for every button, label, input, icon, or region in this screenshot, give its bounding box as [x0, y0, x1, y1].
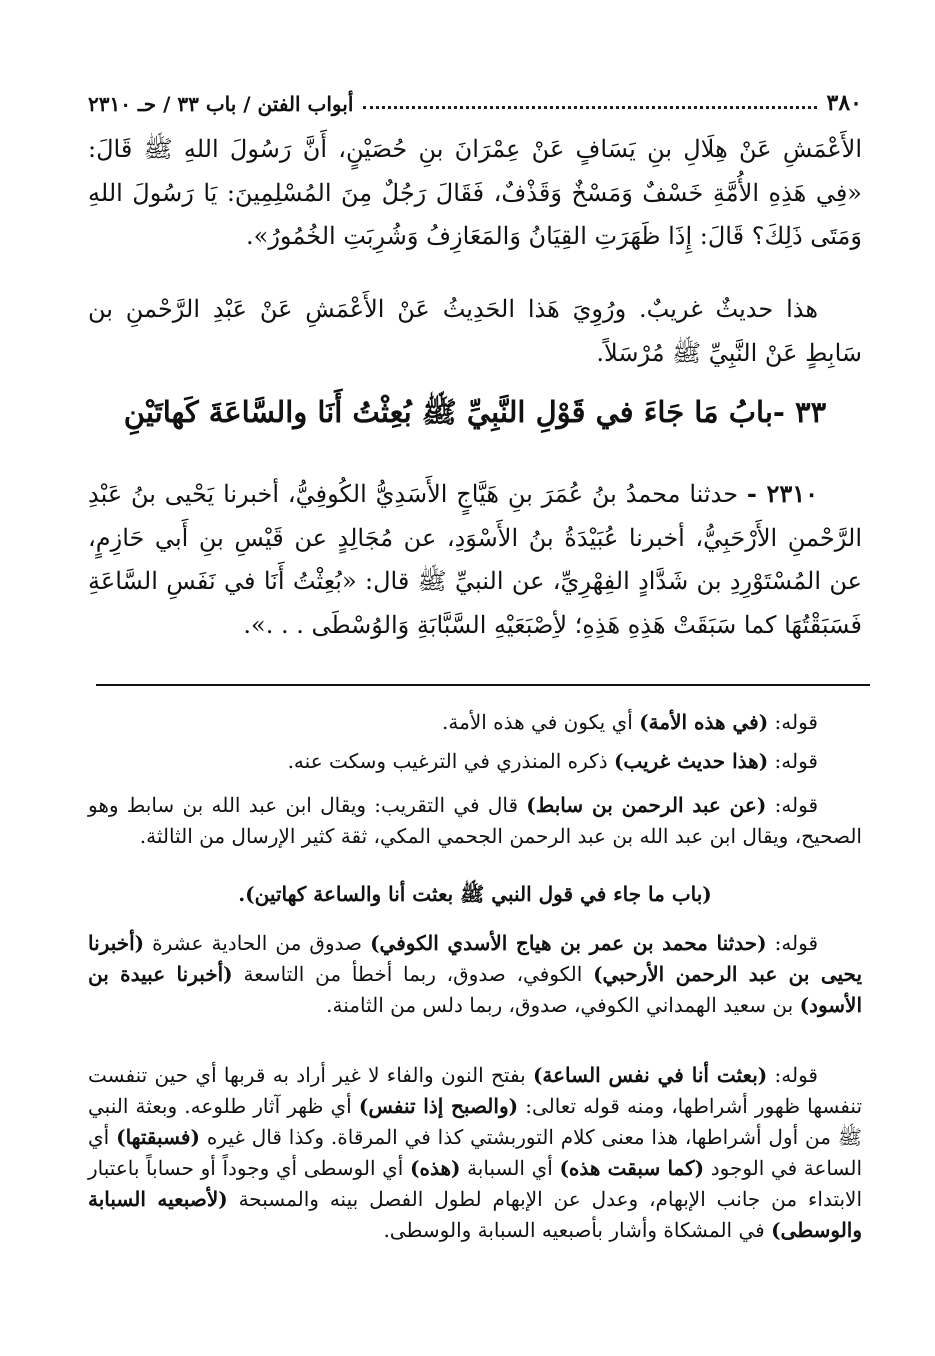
commentary-note	[88, 707, 862, 738]
note-quote: (في هذه الأمة)	[639, 710, 769, 734]
hadith-grading	[88, 288, 862, 375]
note-prefix: قوله:	[774, 1063, 818, 1087]
note-prefix: قوله:	[774, 749, 818, 773]
main-paragraph: الأَعْمَشِ عَنْ هِلَالِ بنِ يَسَافٍ عَنْ عِمْرَانَ بنِ حُصَيْنٍ، أَنَّ رَسُولَ اللهِ ﷺ قَالَ: «فِي هَذِهِ الأُمَّةِ خَسْفٌ وَمَسْخٌ وَقَذْفٌ، فَقَالَ رَجُلٌ مِنَ المُسْلِمِينَ: يَا رَسُولَ اللهِ وَمَتَى ذَلِكَ؟ قَالَ: إِذَا ظَهَرَتِ القِيَانُ وَالمَعَازِفُ وَشُرِبَتِ الخُمُورُ».	[88, 135, 863, 250]
hadith-2310	[88, 472, 862, 647]
note-quote: (هذا حديث غريب)	[613, 749, 769, 773]
note-text: بفتح النون والفاء لا غير أراد به قربها أي حين تنفست تنفسها ظهور أشراطها، ومنه قوله تعالى:	[88, 1063, 863, 1118]
note-quote: (باب ما جاء في قول النبي ﷺ بعثت أنا والساعة كهاتين).	[238, 882, 712, 906]
note-text: ذكره المنذري في الترغيب وسكت عنه.	[287, 749, 608, 773]
footnote-divider	[96, 684, 870, 686]
note-text: الكوفي، صدوق، ربما أخطأ من التاسعة	[243, 962, 583, 986]
note-quote: (حدثنا محمد بن عمر بن هياج الأسدي الكوفي)	[370, 931, 767, 955]
note-quote: (عن عبد الرحمن بن سابط)	[526, 793, 767, 817]
note-text: أي السبابة	[467, 1156, 553, 1180]
note-quote: (لأصبعيه السبابة والوسطى)	[88, 1187, 862, 1242]
note-prefix: قوله:	[774, 931, 819, 955]
note-quote: (والصبح إذا تنفس)	[358, 1094, 519, 1118]
hadith-text-continuation	[88, 128, 862, 259]
page-header	[88, 86, 862, 116]
commentary-note	[88, 790, 862, 852]
note-text: أي ظهر آثار طلوعه. وبعثة النبي ﷺ من أول أشراطها، هذا معنى كلام التوربشتي كذا في المرقاة. وكذا قال غيره	[88, 1094, 863, 1149]
note-text: قال في التقريب: ويقال ابن عبد الله بن سابط وهو الصحيح، ويقال ابن عبد الله بن عبد الرحمن الجحمي المكي، ثقة كثير الإرسال من الثالثة.	[88, 793, 862, 848]
commentary-note	[88, 1060, 862, 1246]
note-text: أي الوسطى أي وجوداً أو حساباً باعتبار الابتداء من جانب الإبهام، وعدل عن الإبهام لطول الفصل بينه والمسبحة	[88, 1156, 863, 1211]
note-quote: (أخبرنا يحيى بن عبد الرحمن الأرحبي)	[88, 931, 863, 986]
note-quote: (فسبقتها)	[116, 1125, 200, 1149]
note-quote: (أخبرنا عبيدة بن الأسود)	[88, 962, 862, 1017]
page-number: ٣٨٠	[826, 90, 862, 116]
note-text: صدوق من الحادية عشرة	[152, 931, 363, 955]
commentary-note	[88, 928, 862, 1021]
note-quote: (كما سبقت هذه)	[559, 1156, 705, 1180]
note-prefix: قوله:	[774, 793, 819, 817]
main-paragraph	[88, 472, 862, 647]
note-text: في المشكاة وأشار بأصبعيه السبابة والوسطى.	[383, 1218, 765, 1242]
main-paragraph: هذا حديثٌ غريبٌ. ورُوِيَ هَذا الحَدِيثُ عَنْ الأَعْمَشِ عَنْ عَبْدِ الرَّحْمنِ بن سَابِطٍ عَنْ النَّبِيِّ ﷺ مُرْسَلاً.	[88, 295, 862, 367]
note-prefix: قوله:	[774, 710, 818, 734]
running-title: أبواب الفتن / باب ٣٣ / حـ ٢٣١٠	[88, 92, 354, 116]
hadith-body: حدثنا محمدُ بنُ عُمَرَ بنِ هَيَّاجٍ الأَسَدِيُّ الكُوفِيُّ، أخبرنا يَحْيى بنُ عَبْدِ الرَّحْمنِ الأَرْحَبِيُّ، أخبرنا عُبَيْدَةُ بنُ الأَسْوَدِ، عن مُجَالِدٍ عن قَيْسِ بنِ أَبي حَازِمٍ، عن المُسْتَوْرِدِ بن شَدَّادٍ الفِهْرِيِّ، عن النبيِّ ﷺ قال: «بُعِثْتُ أَنَا في نَفَسِ السَّاعَةِ فَسَبَقْتُهَا كما سَبَقَتْ هَذِهِ هَذِهِ؛ لأِصْبَعَيْهِ السَّبَّابَةِ وَالوُسْطَى . . .».	[88, 480, 862, 639]
hadith-number: ٢٣١٠ -	[746, 479, 819, 508]
header-dotted-leader	[363, 106, 816, 109]
note-text: أي الساعة في الوجود	[88, 1125, 863, 1180]
note-text: أي يكون في هذه الأمة.	[442, 710, 633, 734]
note-quote: (هذه)	[410, 1156, 461, 1180]
chapter-title: ٣٣ -بابُ مَا جَاءَ في قَوْلِ النَّبِيِّ ﷺ بُعِثْتُ أَنَا والسَّاعَةَ كَهاتَيْنِ	[123, 395, 827, 429]
commentary-chapter-heading	[88, 879, 862, 910]
note-text: بن سعيد الهمداني الكوفي، صدوق، ربما دلس من الثامنة.	[326, 993, 794, 1017]
note-quote: (بعثت أنا في نفس الساعة)	[532, 1063, 768, 1087]
commentary-note	[88, 746, 862, 777]
